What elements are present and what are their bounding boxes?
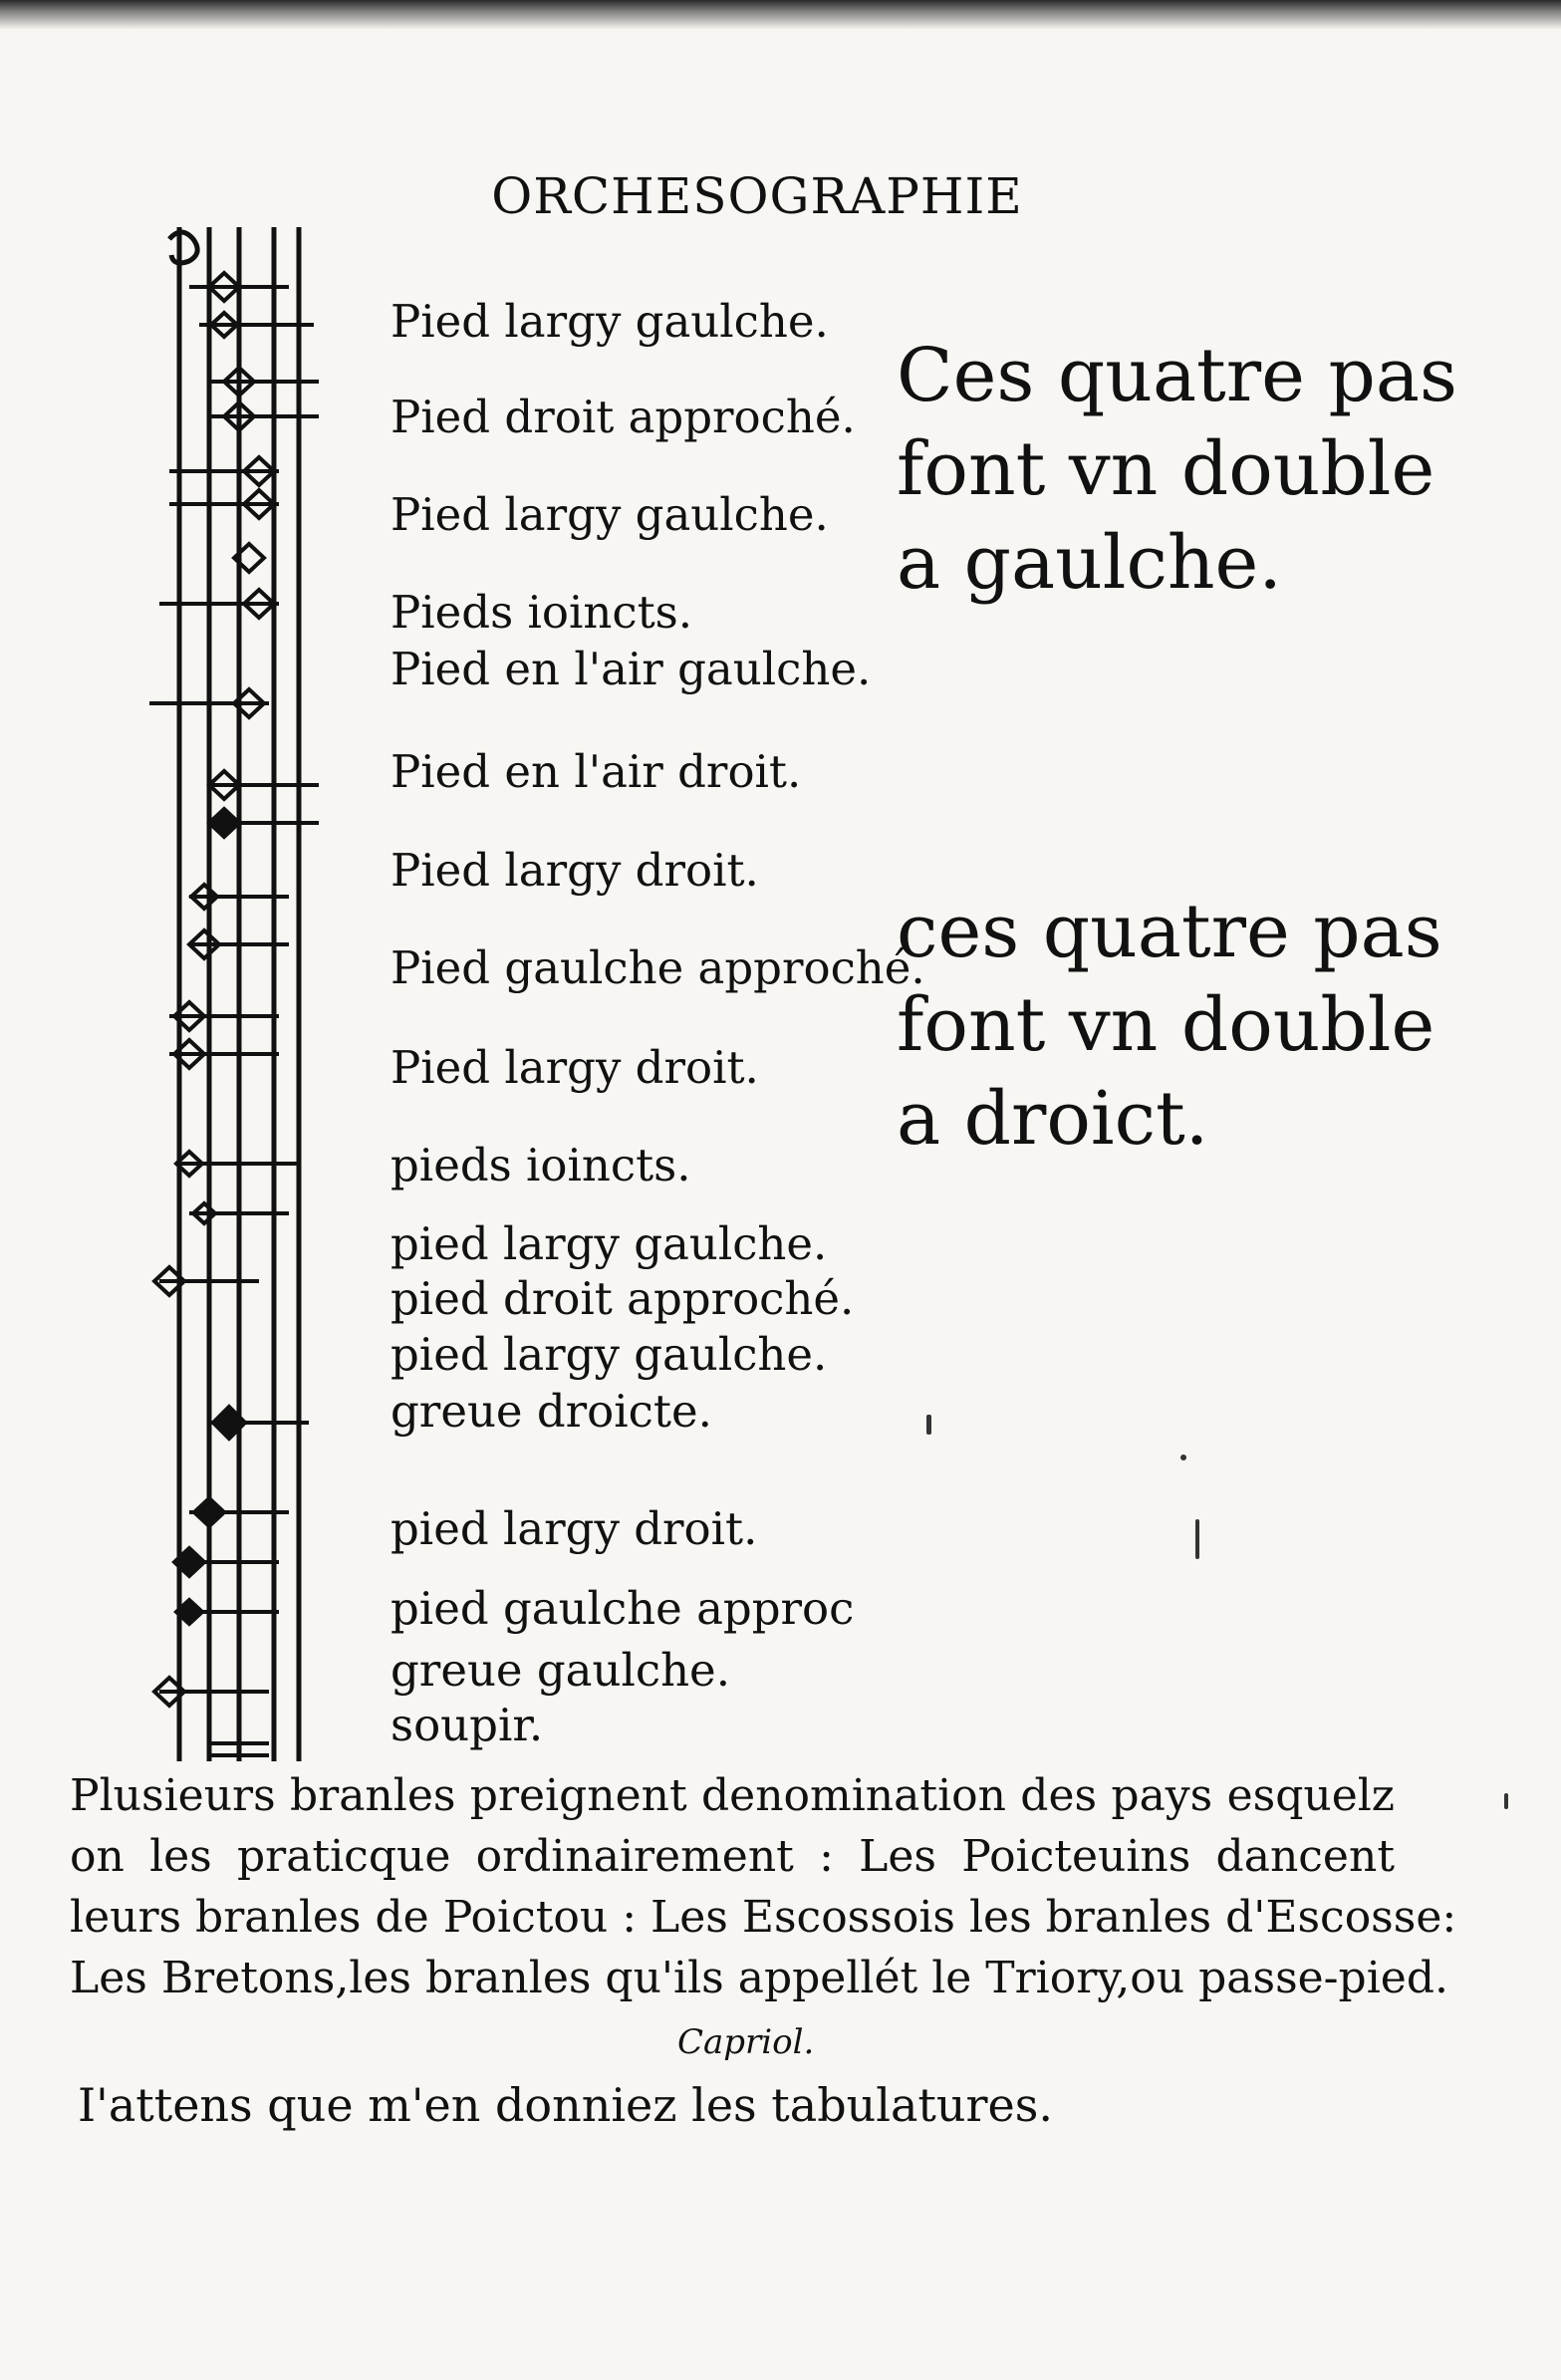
- remark-line: ces quatre pas: [897, 889, 1442, 974]
- step-caption: pied largy gaulche.: [390, 1328, 828, 1381]
- remark-line: a droict.: [897, 1076, 1209, 1162]
- step-caption: soupir.: [390, 1699, 544, 1751]
- ink-speck: [926, 1415, 931, 1435]
- remark-line: font vn double: [897, 982, 1435, 1068]
- remark-line: Ces quatre pas: [897, 333, 1457, 418]
- running-title: ORCHESOGRAPHIE: [491, 167, 1023, 225]
- paragraph-line: on les praticque ordinairement : Les Poicteuins dancent: [70, 1831, 1395, 1882]
- step-caption: pieds ioincts.: [390, 1139, 691, 1191]
- step-caption: Pieds ioincts.: [390, 586, 693, 639]
- paragraph-line: Les Bretons,les branles qu'ils appellét le Triory,ou passe-pied.: [70, 1953, 1448, 2003]
- step-caption: Pied en l'air droit.: [390, 745, 802, 798]
- step-caption: pied gaulche approc: [390, 1582, 855, 1635]
- ink-speck: [1180, 1454, 1186, 1460]
- body-paragraph: [70, 1765, 1457, 2008]
- step-caption: Pied largy gaulche.: [390, 295, 829, 348]
- step-caption: Pied gaulche approché.: [390, 941, 925, 994]
- step-caption: Pied largy droit.: [390, 1041, 759, 1094]
- step-caption: pied largy droit.: [390, 1502, 758, 1555]
- step-caption: Pied largy gaulche.: [390, 488, 829, 541]
- ink-speck: [1504, 1793, 1508, 1809]
- paragraph-line: Plusieurs branles preignent denomination des pays esquelz: [70, 1770, 1395, 1821]
- page-edge-shadow: [0, 0, 1561, 30]
- step-caption: Pied largy droit.: [390, 844, 759, 897]
- step-caption: Pied en l'air gaulche.: [390, 643, 872, 695]
- remark-double-left: [897, 329, 1457, 610]
- remark-line: font vn double: [897, 426, 1435, 512]
- ink-speck: [1195, 1519, 1199, 1559]
- step-caption: pied largy gaulche.: [390, 1217, 828, 1270]
- tablature-staff: [149, 227, 339, 1761]
- step-caption: greue droicte.: [390, 1385, 712, 1438]
- step-caption: Pied droit approché.: [390, 391, 856, 443]
- step-caption: greue gaulche.: [390, 1644, 730, 1697]
- paragraph-line: leurs branles de Poictou : Les Escossois les branles d'Escosse:: [70, 1892, 1457, 1943]
- speaker-name: Capriol.: [677, 2022, 815, 2062]
- speaker-reply: I'attens que m'en donniez les tabulatures.: [78, 2078, 1053, 2132]
- remark-line: a gaulche.: [897, 520, 1282, 606]
- step-caption: pied droit approché.: [390, 1272, 855, 1325]
- remark-double-right: [897, 885, 1442, 1166]
